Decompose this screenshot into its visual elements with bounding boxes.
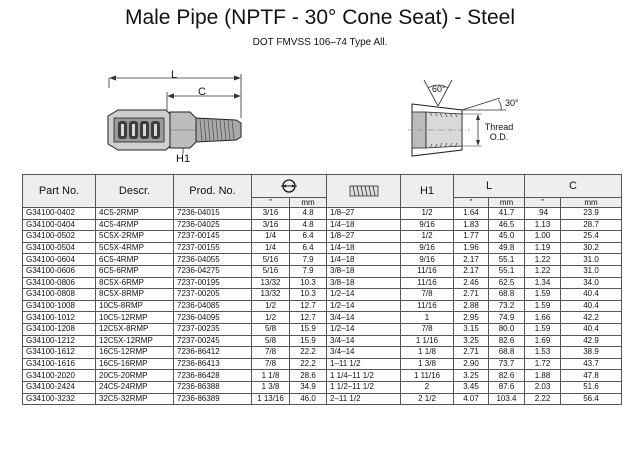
table-row <box>23 242 622 254</box>
l-inch-cell: 3.15 <box>454 323 489 335</box>
prod-no-cell: 7237-00245 <box>174 335 252 347</box>
diameter-inch-cell: 1/4 <box>252 242 290 254</box>
h1-cell: 1 3/8 <box>401 358 454 370</box>
prod-no-cell: 7236-04025 <box>174 219 252 231</box>
table-row <box>23 208 622 220</box>
thread-cell: 1/2–14 <box>327 289 401 301</box>
diameter-mm-cell: 10.3 <box>290 277 327 289</box>
table-row <box>23 312 622 324</box>
prod-no-cell: 7236-04055 <box>174 254 252 266</box>
thread-cell: 1/2–14 <box>327 323 401 335</box>
c-mm-cell: 56.4 <box>561 393 622 405</box>
h1-cell: 1 <box>401 312 454 324</box>
h1-cell: 11/16 <box>401 300 454 312</box>
c-mm-cell: 42.2 <box>561 312 622 324</box>
prod-no-cell: 7237-00145 <box>174 231 252 243</box>
diameter-inch-cell: 1 3/8 <box>252 381 290 393</box>
spec-table <box>22 174 622 405</box>
h1-cell: 7/8 <box>401 323 454 335</box>
l-mm-cell: 73.2 <box>489 300 525 312</box>
c-mm-cell: 23.9 <box>561 208 622 220</box>
descr-cell: 16C5-12RMP <box>96 347 174 359</box>
descr-cell: 5C5X-4RMP <box>96 242 174 254</box>
c-inch-cell: 1.22 <box>525 254 561 266</box>
h1-cell: 1/2 <box>401 231 454 243</box>
diameter-mm-cell: 7.9 <box>290 254 327 266</box>
col-prod-no: Prod. No. <box>174 175 252 208</box>
l-mm-cell: 74.9 <box>489 312 525 324</box>
h1-cell: 1 1/16 <box>401 335 454 347</box>
table-row <box>23 381 622 393</box>
col-descr: Descr. <box>96 175 174 208</box>
diameter-inch-cell: 13/32 <box>252 277 290 289</box>
prod-no-cell: 7236-04015 <box>174 208 252 220</box>
c-mm-cell: 38.9 <box>561 347 622 359</box>
descr-cell: 8C5X-6RMP <box>96 277 174 289</box>
l-inch-cell: 2.95 <box>454 312 489 324</box>
thread-cell: 3/4–14 <box>327 312 401 324</box>
l-inch-cell: 2.88 <box>454 300 489 312</box>
part-no-cell: G34100-0404 <box>23 219 96 231</box>
l-inch-cell: 4.07 <box>454 393 489 405</box>
table-row <box>23 335 622 347</box>
l-mm-cell: 82.6 <box>489 370 525 382</box>
table-row <box>23 231 622 243</box>
part-no-cell: G34100-0806 <box>23 277 96 289</box>
descr-cell: 20C5-20RMP <box>96 370 174 382</box>
c-inch-cell: 2.03 <box>525 381 561 393</box>
thread-icon <box>349 185 379 197</box>
thread-cell: 1/8–27 <box>327 231 401 243</box>
c-inch-cell: 1.13 <box>525 219 561 231</box>
diameter-icon <box>278 179 300 193</box>
prod-no-cell: 7237-00205 <box>174 289 252 301</box>
l-mm-cell: 45.0 <box>489 231 525 243</box>
diameter-inch-cell: 1/2 <box>252 312 290 324</box>
col-c-mm: mm <box>561 198 622 208</box>
part-no-cell: G34100-0504 <box>23 242 96 254</box>
prod-no-cell: 7236-86389 <box>174 393 252 405</box>
descr-cell: 16C5-16RMP <box>96 358 174 370</box>
descr-cell: 12C5X-12RMP <box>96 335 174 347</box>
l-inch-cell: 3.25 <box>454 370 489 382</box>
h1-cell: 1 1/8 <box>401 347 454 359</box>
descr-cell: 4C5-4RMP <box>96 219 174 231</box>
prod-no-cell: 7236-04085 <box>174 300 252 312</box>
c-mm-cell: 31.0 <box>561 265 622 277</box>
part-no-cell: G34100-1612 <box>23 347 96 359</box>
diameter-mm-cell: 34.9 <box>290 381 327 393</box>
h1-cell: 9/16 <box>401 219 454 231</box>
part-no-cell: G34100-1616 <box>23 358 96 370</box>
c-mm-cell: 34.0 <box>561 277 622 289</box>
diameter-inch-cell: 1 13/16 <box>252 393 290 405</box>
descr-cell: 8C5X-8RMP <box>96 289 174 301</box>
diameter-mm-cell: 46.0 <box>290 393 327 405</box>
table-row <box>23 300 622 312</box>
diameter-inch-cell: 7/8 <box>252 358 290 370</box>
page-subtitle: DOT FMVSS 106–74 Type All. <box>252 37 388 48</box>
l-inch-cell: 2.17 <box>454 254 489 266</box>
diameter-mm-cell: 6.4 <box>290 242 327 254</box>
c-inch-cell: 1.53 <box>525 347 561 359</box>
l-mm-cell: 68.8 <box>489 289 525 301</box>
c-inch-cell: 1.72 <box>525 358 561 370</box>
c-inch-cell: 1.00 <box>525 231 561 243</box>
diameter-inch-cell: 5/16 <box>252 254 290 266</box>
l-inch-cell: 1.83 <box>454 219 489 231</box>
l-inch-cell: 2.17 <box>454 265 489 277</box>
angle-60-label: 60° <box>432 84 446 94</box>
col-diameter-mm: mm <box>290 198 327 208</box>
part-no-cell: G34100-2020 <box>23 370 96 382</box>
col-l-inch: " <box>454 198 489 208</box>
part-no-cell: G34100-0402 <box>23 208 96 220</box>
part-no-cell: G34100-1012 <box>23 312 96 324</box>
diameter-mm-cell: 22.2 <box>290 358 327 370</box>
c-inch-cell: 1.59 <box>525 323 561 335</box>
thread-cell: 1 1/4–11 1/2 <box>327 370 401 382</box>
diameter-mm-cell: 4.8 <box>290 219 327 231</box>
thread-cell: 3/8–18 <box>327 277 401 289</box>
col-part-no: Part No. <box>23 175 96 208</box>
c-inch-cell: 1.59 <box>525 300 561 312</box>
diameter-inch-cell: 5/16 <box>252 265 290 277</box>
diameter-inch-cell: 7/8 <box>252 347 290 359</box>
col-h1: H1 <box>401 175 454 208</box>
h1-cell: 2 1/2 <box>401 393 454 405</box>
descr-cell: 12C5X-8RMP <box>96 323 174 335</box>
table-row <box>23 289 622 301</box>
c-inch-cell: 1.19 <box>525 242 561 254</box>
prod-no-cell: 7236-86428 <box>174 370 252 382</box>
diameter-inch-cell: 3/16 <box>252 208 290 220</box>
l-mm-cell: 80.0 <box>489 323 525 335</box>
table-row <box>23 358 622 370</box>
table-row <box>23 323 622 335</box>
table-row <box>23 277 622 289</box>
diameter-mm-cell: 28.6 <box>290 370 327 382</box>
thread-cell: 1 1/2–11 1/2 <box>327 381 401 393</box>
h1-cell: 7/8 <box>401 289 454 301</box>
l-mm-cell: 62.5 <box>489 277 525 289</box>
thread-cell: 1/4–18 <box>327 254 401 266</box>
l-mm-cell: 73.7 <box>489 358 525 370</box>
c-inch-cell: .94 <box>525 208 561 220</box>
thread-cell: 2–11 1/2 <box>327 393 401 405</box>
h1-dimension-label: H1 <box>176 153 191 165</box>
thread-cell: 3/4–14 <box>327 347 401 359</box>
col-l: L <box>454 175 525 198</box>
l-inch-cell: 3.45 <box>454 381 489 393</box>
l-inch-cell: 1.64 <box>454 208 489 220</box>
c-mm-cell: 31.0 <box>561 254 622 266</box>
prod-no-cell: 7236-86412 <box>174 347 252 359</box>
diameter-inch-cell: 1 1/8 <box>252 370 290 382</box>
diameter-inch-cell: 13/32 <box>252 289 290 301</box>
l-mm-cell: 46.5 <box>489 219 525 231</box>
prod-no-cell: 7236-04095 <box>174 312 252 324</box>
c-mm-cell: 42.9 <box>561 335 622 347</box>
c-mm-cell: 40.4 <box>561 289 622 301</box>
c-inch-cell: 1.88 <box>525 370 561 382</box>
l-inch-cell: 2.71 <box>454 289 489 301</box>
table-row <box>23 219 622 231</box>
thread-cell: 1/4–18 <box>327 219 401 231</box>
c-mm-cell: 30.2 <box>561 242 622 254</box>
diameter-inch-cell: 5/8 <box>252 323 290 335</box>
descr-cell: 32C5-32RMP <box>96 393 174 405</box>
h1-cell: 9/16 <box>401 254 454 266</box>
c-inch-cell: 1.34 <box>525 277 561 289</box>
diameter-inch-cell: 3/16 <box>252 219 290 231</box>
diameter-mm-cell: 7.9 <box>290 265 327 277</box>
prod-no-cell: 7236-86413 <box>174 358 252 370</box>
diameter-mm-cell: 22.2 <box>290 347 327 359</box>
l-mm-cell: 55.1 <box>489 254 525 266</box>
c-mm-cell: 28.7 <box>561 219 622 231</box>
l-inch-cell: 1.96 <box>454 242 489 254</box>
table-row <box>23 370 622 382</box>
l-mm-cell: 87.6 <box>489 381 525 393</box>
part-no-cell: G34100-1208 <box>23 323 96 335</box>
table-row <box>23 347 622 359</box>
page-title: Male Pipe (NPTF - 30° Cone Seat) - Steel <box>124 6 516 29</box>
prod-no-cell: 7237-00235 <box>174 323 252 335</box>
c-mm-cell: 40.4 <box>561 323 622 335</box>
part-no-cell: G34100-0808 <box>23 289 96 301</box>
descr-cell: 4C5-2RMP <box>96 208 174 220</box>
col-diameter <box>252 175 327 198</box>
thread-cell: 1/4–18 <box>327 242 401 254</box>
part-no-cell: G34100-0606 <box>23 265 96 277</box>
part-no-cell: G34100-3232 <box>23 393 96 405</box>
c-mm-cell: 47.8 <box>561 370 622 382</box>
part-no-cell: G34100-0604 <box>23 254 96 266</box>
l-mm-cell: 103.4 <box>489 393 525 405</box>
descr-cell: 10C5-8RMP <box>96 300 174 312</box>
thread-cell: 3/4–14 <box>327 335 401 347</box>
descr-cell: 6C5-4RMP <box>96 254 174 266</box>
fitting-drawing <box>0 0 640 174</box>
l-inch-cell: 3.25 <box>454 335 489 347</box>
diameter-mm-cell: 4.8 <box>290 208 327 220</box>
l-mm-cell: 68.8 <box>489 347 525 359</box>
thread-cell: 1–11 1/2 <box>327 358 401 370</box>
l-dimension-label: L <box>171 69 178 81</box>
l-mm-cell: 82.6 <box>489 335 525 347</box>
prod-no-cell: 7237-00195 <box>174 277 252 289</box>
l-mm-cell: 41.7 <box>489 208 525 220</box>
l-inch-cell: 2.90 <box>454 358 489 370</box>
c-inch-cell: 1.69 <box>525 335 561 347</box>
diameter-inch-cell: 5/8 <box>252 335 290 347</box>
c-inch-cell: 1.22 <box>525 265 561 277</box>
part-no-cell: G34100-1212 <box>23 335 96 347</box>
col-thread <box>327 175 401 208</box>
l-inch-cell: 2.46 <box>454 277 489 289</box>
table-row <box>23 393 622 405</box>
descr-cell: 10C5-12RMP <box>96 312 174 324</box>
c-mm-cell: 25.4 <box>561 231 622 243</box>
part-no-cell: G34100-0502 <box>23 231 96 243</box>
diameter-mm-cell: 10.3 <box>290 289 327 301</box>
c-inch-cell: 1.59 <box>525 289 561 301</box>
l-mm-cell: 49.8 <box>489 242 525 254</box>
c-dimension-label: C <box>198 86 206 98</box>
table-row <box>23 254 622 266</box>
l-inch-cell: 1.77 <box>454 231 489 243</box>
diameter-mm-cell: 12.7 <box>290 312 327 324</box>
diameter-mm-cell: 12.7 <box>290 300 327 312</box>
c-mm-cell: 40.4 <box>561 300 622 312</box>
spec-table-body <box>23 208 622 405</box>
col-diameter-inch: " <box>252 198 290 208</box>
diameter-inch-cell: 1/4 <box>252 231 290 243</box>
thread-od-label: Thread O.D. <box>484 122 514 142</box>
c-inch-cell: 1.66 <box>525 312 561 324</box>
prod-no-cell: 7237-00155 <box>174 242 252 254</box>
col-c: C <box>525 175 622 198</box>
descr-cell: 6C5-6RMP <box>96 265 174 277</box>
descr-cell: 5C5X-2RMP <box>96 231 174 243</box>
diameter-mm-cell: 6.4 <box>290 231 327 243</box>
c-inch-cell: 2.22 <box>525 393 561 405</box>
thread-cell: 3/8–18 <box>327 265 401 277</box>
l-mm-cell: 55.1 <box>489 265 525 277</box>
h1-cell: 11/16 <box>401 277 454 289</box>
thread-cell: 1/8–27 <box>327 208 401 220</box>
part-no-cell: G34100-2424 <box>23 381 96 393</box>
angle-30-label: 30° <box>505 98 519 108</box>
prod-no-cell: 7236-86388 <box>174 381 252 393</box>
descr-cell: 24C5-24RMP <box>96 381 174 393</box>
col-c-inch: " <box>525 198 561 208</box>
h1-cell: 1 11/16 <box>401 370 454 382</box>
h1-cell: 9/16 <box>401 242 454 254</box>
h1-cell: 1/2 <box>401 208 454 220</box>
table-row <box>23 265 622 277</box>
thread-cell: 1/2–14 <box>327 300 401 312</box>
prod-no-cell: 7236-04275 <box>174 265 252 277</box>
col-l-mm: mm <box>489 198 525 208</box>
part-no-cell: G34100-1008 <box>23 300 96 312</box>
h1-cell: 11/16 <box>401 265 454 277</box>
l-inch-cell: 2.71 <box>454 347 489 359</box>
h1-cell: 2 <box>401 381 454 393</box>
diameter-mm-cell: 15.9 <box>290 335 327 347</box>
c-mm-cell: 43.7 <box>561 358 622 370</box>
diameter-mm-cell: 15.9 <box>290 323 327 335</box>
c-mm-cell: 51.6 <box>561 381 622 393</box>
diameter-inch-cell: 1/2 <box>252 300 290 312</box>
